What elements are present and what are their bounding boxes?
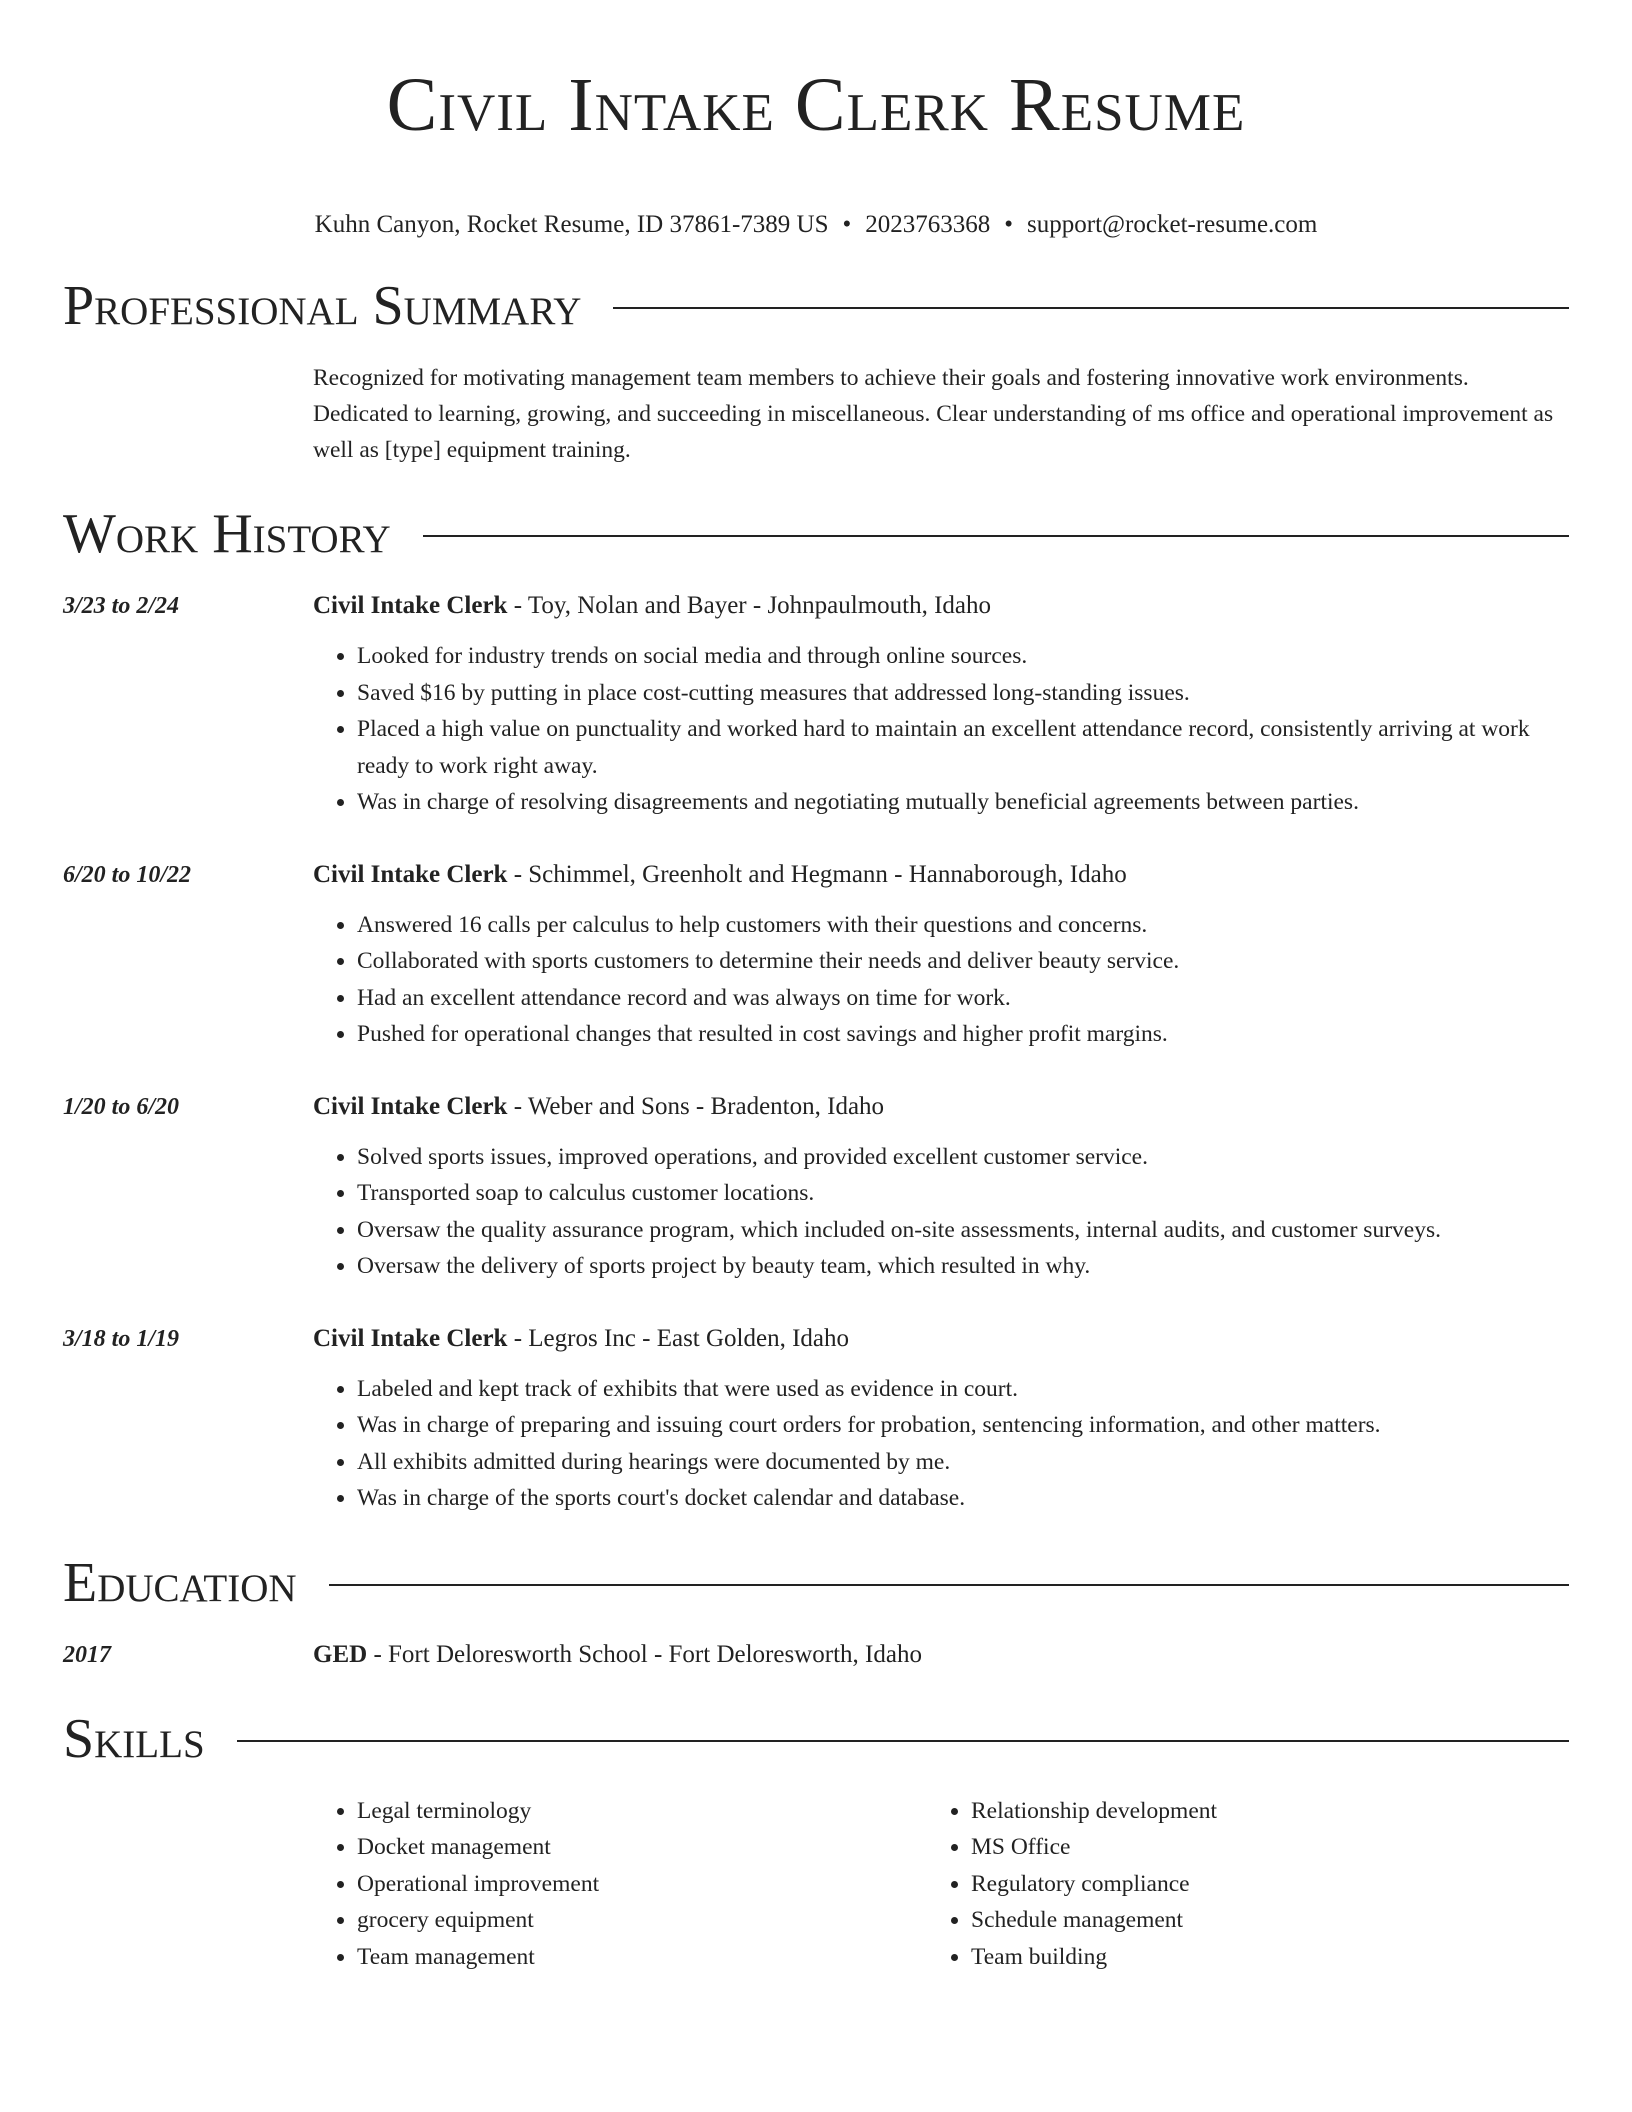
skills-section-header — [63, 1707, 1569, 1771]
job-title-line — [313, 588, 1569, 624]
education-section-header — [63, 1551, 1569, 1615]
job-bullet: • Was in charge of resolving disagreements and negotiating mutually beneficial agreements between parties. — [357, 784, 1569, 821]
job-bullet: • Placed a high value on punctuality and worked hard to maintain an excellent attendance record, consistently arriving at work ready to work right away. — [357, 711, 1569, 784]
education-title-line — [313, 1637, 1569, 1673]
job-body — [313, 1321, 1569, 1517]
job-title: Civil Intake Clerk — [313, 1092, 508, 1120]
job-bullets — [313, 638, 1569, 821]
skill-item: • Schedule management — [971, 1902, 1531, 1939]
education-body — [313, 1637, 1569, 1673]
job-bullet: • Was in charge of preparing and issuing court orders for probation, sentencing information, and other matters. — [357, 1407, 1569, 1444]
skill-item: • Team building — [971, 1939, 1531, 1976]
education-degree: GED — [313, 1640, 368, 1668]
summary-text: Recognized for motivating management team members to achieve their goals and fostering innovative work environments. Dedicated to learning, growing, and succeeding in miscellaneous. Clear understanding of ms office and operational improvement as well as [type] equipment training. — [313, 365, 1554, 463]
job-employer: - Schimmel, Greenholt and Hegmann - Hannaborough, Idaho — [507, 860, 1127, 888]
job-body — [313, 588, 1569, 821]
job-employer: - Weber and Sons - Bradenton, Idaho — [507, 1092, 885, 1120]
section-divider — [237, 1740, 1569, 1742]
work-heading: Work History — [63, 503, 391, 565]
job-bullet: • Transported soap to calculus customer locations. — [357, 1175, 1569, 1212]
job-bullet: • All exhibits admitted during hearings were documented by me. — [357, 1444, 1569, 1481]
contact-email: support@rocket-resume.com — [1027, 211, 1318, 238]
contact-address: Kuhn Canyon, Rocket Resume, ID 37861-7389 US — [314, 211, 829, 238]
job-title: Civil Intake Clerk — [313, 1324, 508, 1352]
job-bullet: • Solved sports issues, improved operations, and provided excellent customer service. — [357, 1139, 1569, 1176]
job-dates: 1/20 to 6/20 — [63, 1093, 180, 1120]
skill-item: • grocery equipment — [357, 1902, 927, 1939]
contact-line — [63, 210, 1569, 240]
summary-heading: Professional Summary — [63, 275, 582, 337]
education-entry — [63, 1637, 1569, 1673]
education-school: - Fort Deloresworth School - Fort Deloresworth, Idaho — [367, 1640, 922, 1668]
job-dates: 6/20 to 10/22 — [63, 861, 192, 888]
section-divider — [423, 535, 1569, 537]
job-employer: - Legros Inc - East Golden, Idaho — [507, 1324, 850, 1352]
job-dates: 3/18 to 1/19 — [63, 1325, 180, 1352]
job-bullet: • Was in charge of the sports court's docket calendar and database. — [357, 1480, 1569, 1517]
summary-section-header — [63, 274, 1569, 338]
job-bullet: • Oversaw the delivery of sports project by beauty team, which resulted in why. — [357, 1248, 1569, 1285]
job-bullet: • Saved $16 by putting in place cost-cutting measures that addressed long-standing issues. — [357, 675, 1569, 712]
job-bullet: • Had an excellent attendance record and was always on time for work. — [357, 980, 1569, 1017]
job-title-line — [313, 1089, 1569, 1125]
job-bullets — [313, 1371, 1569, 1517]
skill-item: • MS Office — [971, 1829, 1531, 1866]
skill-item: • Legal terminology — [357, 1793, 927, 1830]
skills-heading: Skills — [63, 1707, 205, 1770]
job-entry — [63, 588, 1569, 821]
contact-phone: 2023763368 — [865, 211, 991, 238]
job-title-line — [313, 1321, 1569, 1357]
job-entry — [63, 857, 1569, 1053]
skills-column-right — [927, 1793, 1531, 1976]
job-title-line — [313, 857, 1569, 893]
resume-title: Civil Intake Clerk Resume — [386, 63, 1246, 147]
job-title: Civil Intake Clerk — [313, 860, 508, 888]
job-entry — [63, 1321, 1569, 1517]
job-bullet: • Answered 16 calls per calculus to help customers with their questions and concerns. — [357, 907, 1569, 944]
job-entry — [63, 1089, 1569, 1285]
skill-item: • Relationship development — [971, 1793, 1531, 1830]
job-employer: - Toy, Nolan and Bayer - Johnpaulmouth, Idaho — [507, 592, 992, 619]
skill-item: • Docket management — [357, 1829, 927, 1866]
education-heading: Education — [63, 1551, 297, 1614]
skill-item: • Operational improvement — [357, 1866, 927, 1903]
job-title: Civil Intake Clerk — [313, 592, 508, 619]
job-bullets — [313, 1139, 1569, 1285]
job-body — [313, 1089, 1569, 1285]
job-bullet: • Collaborated with sports customers to determine their needs and deliver beauty service. — [357, 943, 1569, 980]
job-bullet: • Oversaw the quality assurance program, which included on-site assessments, internal audits, and customer surveys. — [357, 1212, 1569, 1249]
job-bullet: • Pushed for operational changes that resulted in cost savings and higher profit margins. — [357, 1016, 1569, 1053]
skills-column-left — [313, 1793, 927, 1976]
skill-item: • Team management — [357, 1939, 927, 1976]
contact-separator: • — [842, 211, 852, 238]
job-body — [313, 857, 1569, 1053]
section-divider — [613, 307, 1569, 309]
job-bullets — [313, 907, 1569, 1053]
skills-list — [313, 1793, 1569, 1976]
section-divider — [329, 1584, 1569, 1586]
job-dates: 3/23 to 2/24 — [63, 593, 180, 619]
education-year: 2017 — [63, 1641, 111, 1668]
skill-item: • Regulatory compliance — [971, 1866, 1531, 1903]
work-section-header — [63, 502, 1569, 566]
job-bullet: • Labeled and kept track of exhibits that were used as evidence in court. — [357, 1371, 1569, 1408]
contact-separator: • — [1004, 211, 1014, 238]
job-bullet: • Looked for industry trends on social media and through online sources. — [357, 638, 1569, 675]
